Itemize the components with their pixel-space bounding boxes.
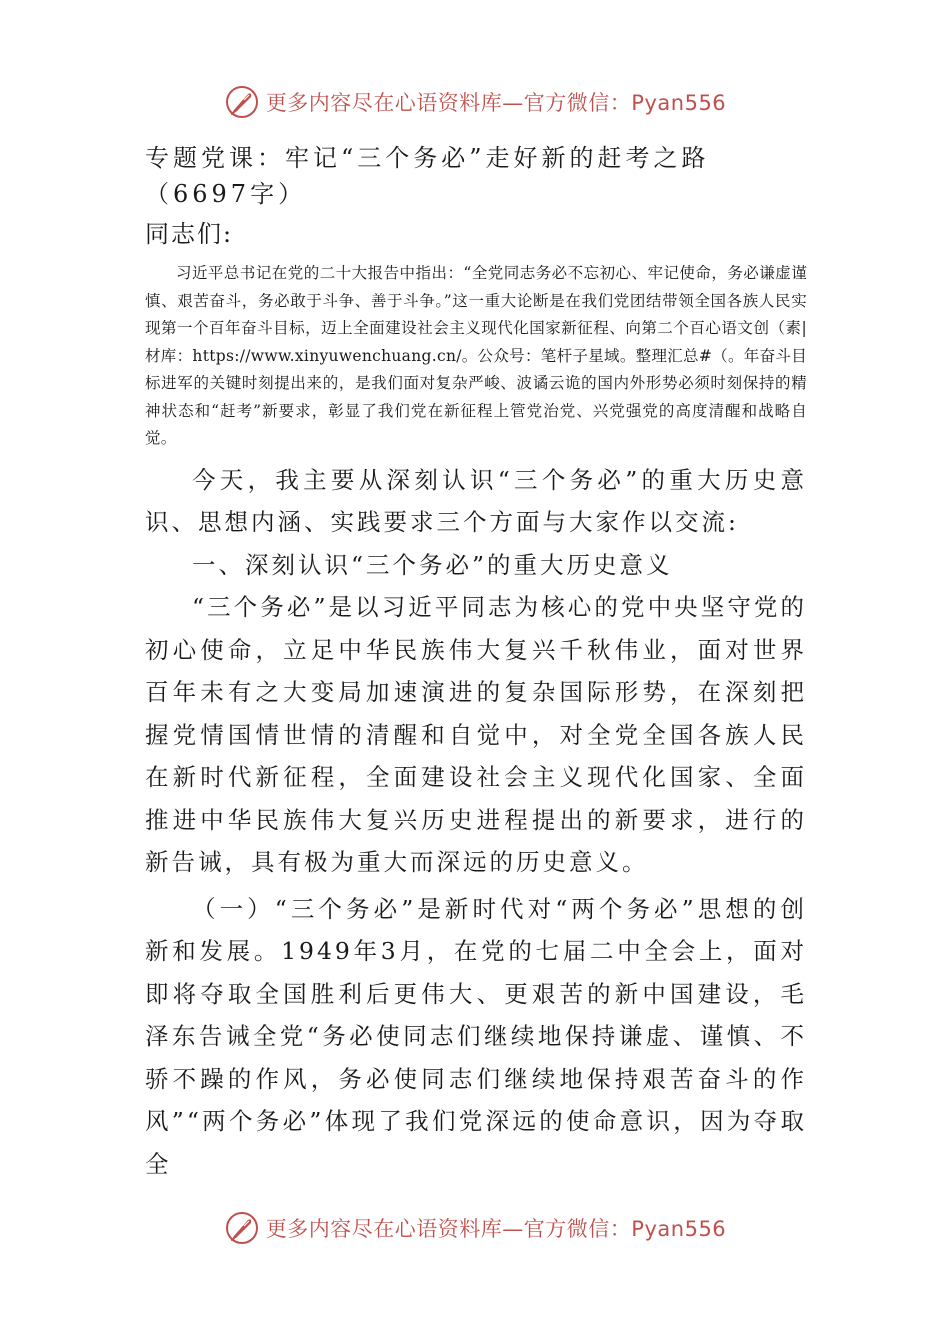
intro-paragraph: 习近平总书记在党的二十大报告中指出：“全党同志务必不忘初心、牢记使命，务必谦虚谨慎、艰苦奋斗，务必敢于斗争、善于斗争。”这一重大论断是在我们党团结带领全国各族人民实现第一个百年奋斗目标，迈上全面建设社会主义现代化国家新征程、向第二个百心语文创（素|材库：https://www.xinyuwenchuang.cn/。公众号：笔杆子星域。整理汇总#（。年奋斗目标进军的关键时刻提出来的，是我们面对复杂严峻、波谲云诡的国内外形势必须时刻保持的精神状态和“赶考”新要求，彰显了我们党在新征程上管党治党、兴党强党的高度清醒和战略自觉。 [145, 264, 807, 447]
footer-banner-inner [224, 1210, 726, 1246]
header-banner [0, 80, 950, 124]
quill-logo-icon [224, 1210, 260, 1246]
paragraph-subsection-1: （一）“三个务必”是新时代对“两个务必”思想的创新和发展。1949年3月，在党的七届二中全会上，面对即将夺取全国胜利后更伟大、更艰苦的新中国建设，毛泽东告诫全党“务必使同志们继续地保持谦虚、谨慎、不骄不躁的作风，务必使同志们继续地保持艰苦奋斗的作风”“两个务必”体现了我们党深远的使命意识，因为夺取全 [145, 894, 807, 1178]
header-banner-inner [224, 84, 726, 120]
section-heading-1: 一、深刻认识“三个务必”的重大历史意义 [192, 550, 673, 579]
greeting: 同志们: [145, 220, 234, 248]
document-title: 专题党课：牢记“三个务必”走好新的赶考之路（6697字） [145, 144, 710, 208]
footer-banner-text: 更多内容尽在心语资料库—官方微信：Pyan556 [265, 1217, 727, 1241]
paragraph-overview: 今天，我主要从深刻认识“三个务必”的重大历史意识、思想内涵、实践要求三个方面与大家作以交流: [145, 465, 807, 536]
paragraph-significance: “三个务必”是以习近平同志为核心的党中央坚守党的初心使命，立足中华民族伟大复兴千秋伟业，面对世界百年未有之大变局加速演进的复杂国际形势，在深刻把握党情国情世情的清醒和自觉中，对全党全国各族人民在新时代新征程，全面建设社会主义现代化国家、全面推进中华民族伟大复兴历史进程提出的新要求，进行的新告诫，具有极为重大而深远的历史意义。 [145, 593, 807, 876]
quill-logo-icon [224, 84, 260, 120]
footer-banner [0, 1206, 950, 1250]
document-body [145, 140, 807, 1185]
header-banner-text: 更多内容尽在心语资料库—官方微信：Pyan556 [265, 91, 727, 115]
